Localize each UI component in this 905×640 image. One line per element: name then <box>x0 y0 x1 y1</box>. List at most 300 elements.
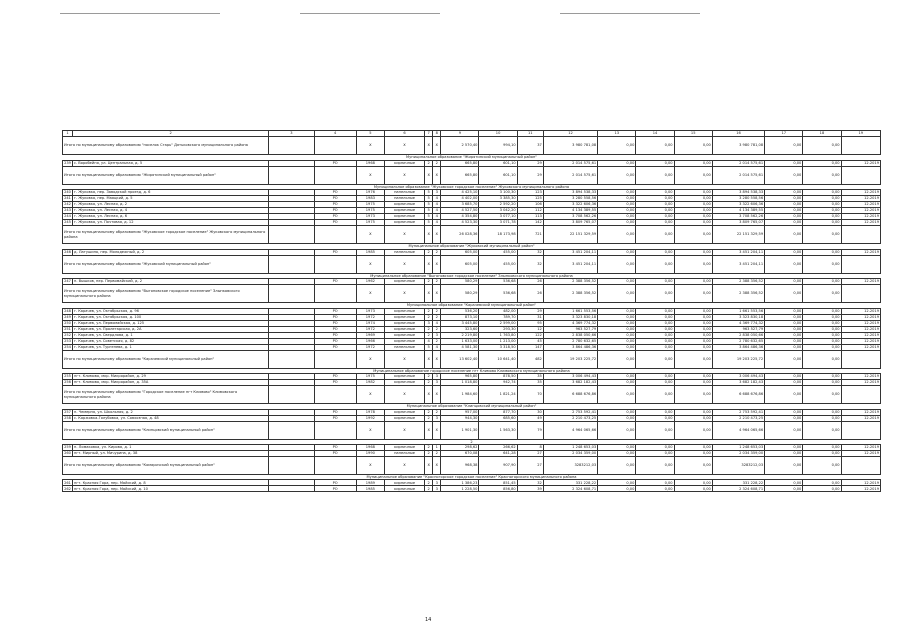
col-num: 4 <box>314 131 356 137</box>
table-cell: 0,00 <box>674 344 712 350</box>
table-cell: 2 780 632,65 <box>712 338 764 344</box>
table-cell <box>314 350 356 368</box>
municipality-heading: Муниципальное образование "Жирятинский муниципальный район" <box>63 155 881 161</box>
table-cell: пгт. Климово, мкр. Микрорайон, д. 29 <box>73 374 269 380</box>
table-cell: 5 <box>425 344 433 350</box>
table-cell: 0,00 <box>674 160 712 166</box>
table-cell: 113 <box>517 214 543 220</box>
table-cell: 0,00 <box>803 190 841 196</box>
table-cell: РО <box>314 190 356 196</box>
table-cell: 0,00 <box>636 226 674 244</box>
table-cell: 0,00 <box>765 421 803 439</box>
table-cell: г. Карачев, ул. Советская, д. 82 <box>73 338 269 344</box>
table-cell: 0,00 <box>598 308 636 314</box>
table-cell: 0,00 <box>765 196 803 202</box>
table-cell: 259 <box>64 445 71 450</box>
table-cell <box>314 456 356 474</box>
table-cell: 0,00 <box>803 386 841 404</box>
table-cell: 1962 <box>356 279 384 285</box>
table-cell: 49 <box>517 415 543 421</box>
table-cell: РО <box>314 332 356 338</box>
table-cell: 5 <box>425 202 433 208</box>
municipality-heading: Муниципальное образование городское поселение пгт Климово Климовского муниципального района <box>63 368 881 374</box>
subtotal-row <box>63 456 881 474</box>
table-cell: 0,00 <box>803 338 841 344</box>
col-num: 15 <box>674 131 712 137</box>
table-cell: 0,00 <box>803 374 841 380</box>
table-cell: 2 014 575,61 <box>712 160 764 166</box>
table-cell: X <box>425 255 433 273</box>
table-cell: 1973 <box>356 214 384 220</box>
table-cell: 1992 <box>356 415 384 421</box>
table-cell: 605,00 <box>441 255 479 273</box>
table-cell: РО <box>314 409 356 415</box>
table-cell: X <box>384 421 424 439</box>
table-cell: РО <box>314 220 356 226</box>
table-cell: X <box>433 285 441 303</box>
table-cell: 250 <box>64 320 71 325</box>
table-cell: X <box>384 456 424 474</box>
table-cell: 1982 <box>356 380 384 386</box>
table-cell: 12.2019 <box>841 202 880 208</box>
table-cell: 12.2019 <box>841 314 880 320</box>
table-cell: 670,08 <box>441 450 479 456</box>
municipality-heading: Муниципальное образование "Клинцовский муниципальный район" <box>63 404 881 410</box>
table-cell: 0,00 <box>598 160 636 166</box>
municipality-heading: Муниципальное образование "Красногорское городское поселение" Красногорского муниципального района <box>63 474 881 480</box>
col-num: 19 <box>841 131 880 137</box>
table-cell <box>269 421 314 439</box>
col-num: 3 <box>269 131 314 137</box>
table-cell: 13 602,40 <box>441 350 479 368</box>
table-cell: 2 <box>425 380 433 386</box>
table-cell: 323,60 <box>441 326 479 332</box>
table-cell: X <box>425 350 433 368</box>
table-cell: 3 685,70 <box>441 202 479 208</box>
table-cell: 3 <box>433 332 441 338</box>
table-cell: 0,00 <box>765 344 803 350</box>
table-cell: 482 <box>517 350 543 368</box>
table-cell: п. Вышков, пер. Первомайский, д. 2 <box>73 279 269 285</box>
table-cell: X <box>425 226 433 244</box>
table-cell: 37 <box>517 137 543 155</box>
housing-program-sheet <box>62 130 881 492</box>
table-cell: 0,00 <box>765 409 803 415</box>
table-cell: 2 <box>425 326 433 332</box>
table-cell: РО <box>314 202 356 208</box>
table-cell: 245 <box>64 220 71 225</box>
table-cell: 12.2019 <box>841 320 880 326</box>
table-cell: 0,00 <box>674 456 712 474</box>
table-cell <box>269 226 314 244</box>
table-cell: 957,00 <box>441 409 479 415</box>
municipality-heading: Муниципальное образование "Жуковское городское поселение" Жуковского муниципального района <box>63 184 881 190</box>
table-cell: 12.2019 <box>841 208 880 214</box>
table-cell: 4 <box>433 344 441 350</box>
table-cell: 0,00 <box>674 202 712 208</box>
table-cell: 0,00 <box>765 166 803 184</box>
col-num: 10 <box>479 131 517 137</box>
table-cell: 3 864 486,36 <box>543 344 597 350</box>
table-cell: 0,00 <box>674 450 712 456</box>
table-cell: 1972 <box>356 314 384 320</box>
table-cell: 455,00 <box>479 255 517 273</box>
table-cell: 0,00 <box>636 386 674 404</box>
col-num: 17 <box>765 131 803 137</box>
subtotal-label: Итого по муниципальному образованию "Комаричский муниципальный район" <box>63 456 269 474</box>
table-cell: 536,20 <box>441 308 479 314</box>
table-cell: 29 <box>517 166 543 184</box>
table-cell: 3 323 830,18 <box>712 314 764 320</box>
table-cell: 2 <box>433 279 441 285</box>
table-cell: 0,00 <box>598 450 636 456</box>
table-cell: 1989 <box>356 480 384 486</box>
table-cell: 963 527,79 <box>712 326 764 332</box>
table-cell: 0,00 <box>765 374 803 380</box>
table-cell: 0,00 <box>598 415 636 421</box>
scan-artifact-line <box>300 13 440 14</box>
table-cell: 2 <box>425 374 433 380</box>
table-cell: 1 248 653,03 <box>712 444 764 450</box>
table-cell <box>314 285 356 303</box>
table-cell: X <box>384 386 424 404</box>
table-cell: 0,00 <box>636 208 674 214</box>
table-cell: 2 <box>425 415 433 421</box>
scan-artifact-line <box>60 13 220 14</box>
table-cell: 3 042,20 <box>479 208 517 214</box>
table-cell: панельные <box>384 196 424 202</box>
table-cell: 26 <box>517 285 543 303</box>
table-cell: 0,00 <box>636 332 674 338</box>
table-cell: X <box>356 386 384 404</box>
table-cell: 0,00 <box>674 480 712 486</box>
table-cell: 22 151 329,59 <box>712 226 764 244</box>
table-cell: 12.2019 <box>841 338 880 344</box>
table-cell: 3 809 765,07 <box>712 220 764 226</box>
table-cell: 4 <box>433 214 441 220</box>
table-cell: 0,00 <box>765 338 803 344</box>
table-cell: X <box>425 166 433 184</box>
table-cell: кирпичные <box>384 314 424 320</box>
table-cell: 293,30 <box>479 326 517 332</box>
municipality-heading: Муниципальное образование "Жуковский муниципальный район" <box>63 244 881 250</box>
table-cell <box>841 226 880 244</box>
subtotal-label: Итого по муниципальному образованию "Жирятинский муниципальный район" <box>63 166 269 184</box>
table-cell: 0,00 <box>636 450 674 456</box>
table-cell: 246 <box>64 249 71 254</box>
table-cell: 2 <box>425 450 433 456</box>
table-cell: 39 <box>517 486 543 492</box>
table-cell: кирпичные <box>384 326 424 332</box>
table-cell: 0,00 <box>803 255 841 273</box>
table-cell: 3 682 182,43 <box>543 380 597 386</box>
table-cell: 35 <box>517 380 543 386</box>
table-cell: 1 633,00 <box>441 338 479 344</box>
table-cell: 3 077,10 <box>479 214 517 220</box>
table-cell: 0,00 <box>674 332 712 338</box>
table-cell: 0,00 <box>598 314 636 320</box>
table-cell: 0,00 <box>765 220 803 226</box>
table-cell: 123 <box>517 190 543 196</box>
table-cell: РО <box>314 314 356 320</box>
subtotal-label: Итого по муниципальному образованию "поселок Старь" Дятьковского муниципального района <box>63 137 269 155</box>
table-cell: 0,00 <box>674 190 712 196</box>
table-cell: 255 <box>64 374 71 379</box>
table-cell: 0,00 <box>765 456 803 474</box>
col-num: 6 <box>384 131 424 137</box>
subtotal-row <box>63 421 881 439</box>
col-num: 1 <box>63 131 73 137</box>
table-cell: 0,00 <box>803 444 841 450</box>
table-cell: 19 203 225,72 <box>543 350 597 368</box>
table-cell: 580,29 <box>441 285 479 303</box>
table-cell: 0,00 <box>674 249 712 255</box>
table-cell: 0,00 <box>636 344 674 350</box>
table-cell: 0,00 <box>598 480 636 486</box>
table-cell: 3 451 204,11 <box>543 249 597 255</box>
table-cell: 2 <box>433 308 441 314</box>
table-cell: X <box>384 255 424 273</box>
table-cell: кирпичные <box>384 160 424 166</box>
table-cell: 247 <box>64 279 71 284</box>
table-cell: 12 <box>517 326 543 332</box>
table-cell: 601,10 <box>479 160 517 166</box>
table-cell: кирпичные <box>384 415 424 421</box>
table-cell: 2 838 050,66 <box>543 332 597 338</box>
table-cell: д. Латушино, пер. Молодежный, д. 2 <box>73 249 269 255</box>
subtotal-row <box>63 285 881 303</box>
table-cell: 4 <box>433 208 441 214</box>
subtotal-row <box>63 255 881 273</box>
table-cell: 2 034 359,00 <box>543 450 597 456</box>
table-cell: 0,00 <box>803 226 841 244</box>
table-cell: кирпичные <box>384 338 424 344</box>
table-cell: 4 964 065,66 <box>543 421 597 439</box>
table-cell: 26 028,36 <box>441 226 479 244</box>
table-cell: 0,00 <box>674 308 712 314</box>
table-cell: 8 <box>517 444 543 450</box>
table-cell: 0,00 <box>598 350 636 368</box>
table-cell: 2 324 608,71 <box>712 486 764 492</box>
table-cell: 0,00 <box>803 214 841 220</box>
table-cell: 147 <box>517 344 543 350</box>
table-cell: 0,00 <box>803 220 841 226</box>
table-cell: г. Карачев, ул. Первомайская, д. 125 <box>73 320 269 326</box>
table-cell: РО <box>314 380 356 386</box>
table-cell: РО <box>314 249 356 255</box>
table-cell: 2 324 608,71 <box>543 486 597 492</box>
table-cell: 536,68 <box>479 285 517 303</box>
table-cell: РО <box>314 308 356 314</box>
table-cell: 1966 <box>356 338 384 344</box>
table-cell: 242 <box>64 202 71 207</box>
table-cell: 1990 <box>356 450 384 456</box>
table-cell: кирпичные <box>384 320 424 326</box>
table-cell: 12.2019 <box>841 279 880 285</box>
table-cell: 3 <box>425 320 433 326</box>
table-cell: 106 <box>517 202 543 208</box>
table-cell: 1968 <box>356 160 384 166</box>
subtotal-label: Итого по муниципальному образованию "Жуковское городское поселение" Жуковского муниципального района <box>63 226 269 244</box>
table-cell: 12.2019 <box>841 409 880 415</box>
table-cell: кирпичные <box>384 208 424 214</box>
table-cell: 12.2019 <box>841 486 880 492</box>
table-cell: 0,00 <box>765 350 803 368</box>
table-cell: 2 599,00 <box>479 320 517 326</box>
table-cell: 0,00 <box>674 326 712 332</box>
table-cell: г. Карачев, ул. Октябрьская, д. 96 <box>73 308 269 314</box>
table-cell: г. Карачев, ул. Октябрьская, д. 100 <box>73 314 269 320</box>
table-cell: 1985 <box>356 249 384 255</box>
table-cell: 2 753 592,41 <box>712 409 764 415</box>
table-cell: г. Жуковка, пер. Маяцкий, д. 5 <box>73 196 269 202</box>
table-cell: 1 984,60 <box>441 386 479 404</box>
col-num: 7 <box>425 131 433 137</box>
table-cell: 331 228,22 <box>712 480 764 486</box>
table-cell: 18 173,98 <box>479 226 517 244</box>
table-cell: г. Карачев, ул. Свердлова, д. 1 <box>73 332 269 338</box>
table-cell: 1972 <box>356 344 384 350</box>
col-num: 16 <box>712 131 764 137</box>
table-cell: 1 228,50 <box>441 486 479 492</box>
table-cell: X <box>384 285 424 303</box>
table-cell: 257 <box>64 409 71 414</box>
table-cell: 12.2019 <box>841 450 880 456</box>
table-cell: 0,00 <box>636 255 674 273</box>
table-cell: РО <box>314 338 356 344</box>
table-cell: 942,74 <box>479 380 517 386</box>
table-cell: РО <box>314 196 356 202</box>
table-cell <box>841 255 880 273</box>
table-cell: 2 <box>425 444 433 450</box>
table-cell: 0,00 <box>636 249 674 255</box>
table-cell: 877,70 <box>479 409 517 415</box>
table-cell: 0,00 <box>598 166 636 184</box>
table-cell: 536,68 <box>479 279 517 285</box>
table-cell: 2 <box>425 480 433 486</box>
table-cell: 239 <box>64 160 71 165</box>
table-cell: 12.2019 <box>841 480 880 486</box>
table-cell: РО <box>314 374 356 380</box>
table-cell: 0,00 <box>765 308 803 314</box>
table-cell: 252 <box>64 332 71 337</box>
table-cell: 0,00 <box>636 338 674 344</box>
table-cell: 0,00 <box>765 279 803 285</box>
table-cell: 12.2019 <box>841 415 880 421</box>
table-cell: 5 <box>425 190 433 196</box>
table-cell: 12.2019 <box>841 249 880 255</box>
table-cell: 251 <box>64 326 71 331</box>
municipality-heading: Муниципальное образование "Карачевский муниципальный район" <box>63 303 881 309</box>
table-cell: 3 006 494,43 <box>712 374 764 380</box>
table-cell: 0,00 <box>674 208 712 214</box>
table-cell: 721 <box>517 226 543 244</box>
table-cell: 0,00 <box>803 486 841 492</box>
table-cell: 1969 <box>356 332 384 338</box>
table-cell: РО <box>314 450 356 456</box>
table-cell <box>841 137 880 155</box>
table-cell: 4 964 065,66 <box>712 421 764 439</box>
table-cell: 240 <box>64 190 71 195</box>
table-cell: 261 <box>64 480 71 485</box>
table-cell: 3 280 558,56 <box>543 196 597 202</box>
table-cell: 125 <box>517 196 543 202</box>
table-cell: РО <box>314 208 356 214</box>
table-cell: 2 210 473,25 <box>712 415 764 421</box>
table-cell: 3 <box>433 374 441 380</box>
table-cell: 2 210 473,25 <box>543 415 597 421</box>
table-cell: 45 <box>517 338 543 344</box>
table-cell: 0,00 <box>674 486 712 492</box>
table-cell: 455,00 <box>479 249 517 255</box>
table-cell: X <box>384 350 424 368</box>
table-cell: 4 369 774,32 <box>543 320 597 326</box>
table-cell: 12.2019 <box>841 444 880 450</box>
table-cell: 0,00 <box>765 160 803 166</box>
table-cell: 0,00 <box>674 196 712 202</box>
subtotal-row <box>63 137 881 155</box>
table-cell <box>314 386 356 404</box>
table-cell: 0,00 <box>803 415 841 421</box>
table-cell: 0,00 <box>674 226 712 244</box>
table-cell: г. Жуковка, пер. Заводской проезд, д. 6 <box>73 190 269 196</box>
table-cell: 2 <box>433 314 441 320</box>
table-cell: 482,00 <box>479 308 517 314</box>
table-cell: 601,10 <box>479 166 517 184</box>
table-cell: 0,00 <box>765 255 803 273</box>
table-cell: панельные <box>384 344 424 350</box>
table-cell <box>269 137 314 155</box>
table-cell: 0,00 <box>674 421 712 439</box>
table-cell: 0,00 <box>636 214 674 220</box>
table-cell: 4 134 389,55 <box>712 208 764 214</box>
table-cell: 3 894 538,33 <box>543 190 597 196</box>
table-cell: 3 280 558,56 <box>712 196 764 202</box>
table-cell: 0,00 <box>674 255 712 273</box>
table-cell: 4 425,10 <box>441 190 479 196</box>
col-num: 18 <box>803 131 841 137</box>
table-cell: X <box>356 285 384 303</box>
table-cell: РО <box>314 415 356 421</box>
table-cell: 1 018,80 <box>441 380 479 386</box>
table-cell: 0,00 <box>803 380 841 386</box>
table-cell: 12.2019 <box>841 190 880 196</box>
table-cell: 1 563,30 <box>479 421 517 439</box>
table-cell: кирпичные <box>384 480 424 486</box>
table-cell: 1 661 553,56 <box>712 308 764 314</box>
table-cell: 907,90 <box>479 456 517 474</box>
table-cell: 0,00 <box>636 202 674 208</box>
table-cell: 32 <box>517 249 543 255</box>
table-cell <box>269 486 314 492</box>
table-cell: 2 <box>433 326 441 332</box>
table-cell: 965,80 <box>441 374 479 380</box>
table-cell: 0,00 <box>765 226 803 244</box>
table-cell: 3 <box>433 190 441 196</box>
table-cell: 0,00 <box>765 202 803 208</box>
table-cell: 0,00 <box>636 374 674 380</box>
table-cell: 0,00 <box>598 421 636 439</box>
table-cell <box>841 386 880 404</box>
table-cell: 32 <box>517 255 543 273</box>
table-cell: 4 <box>433 220 441 226</box>
table-cell: 2 388 356,52 <box>712 285 764 303</box>
table-cell: 4 523,30 <box>441 220 479 226</box>
table-cell: 0,00 <box>765 214 803 220</box>
table-cell: 10 641,40 <box>479 350 517 368</box>
table-cell: 963 527,79 <box>543 326 597 332</box>
table-row <box>63 486 881 492</box>
